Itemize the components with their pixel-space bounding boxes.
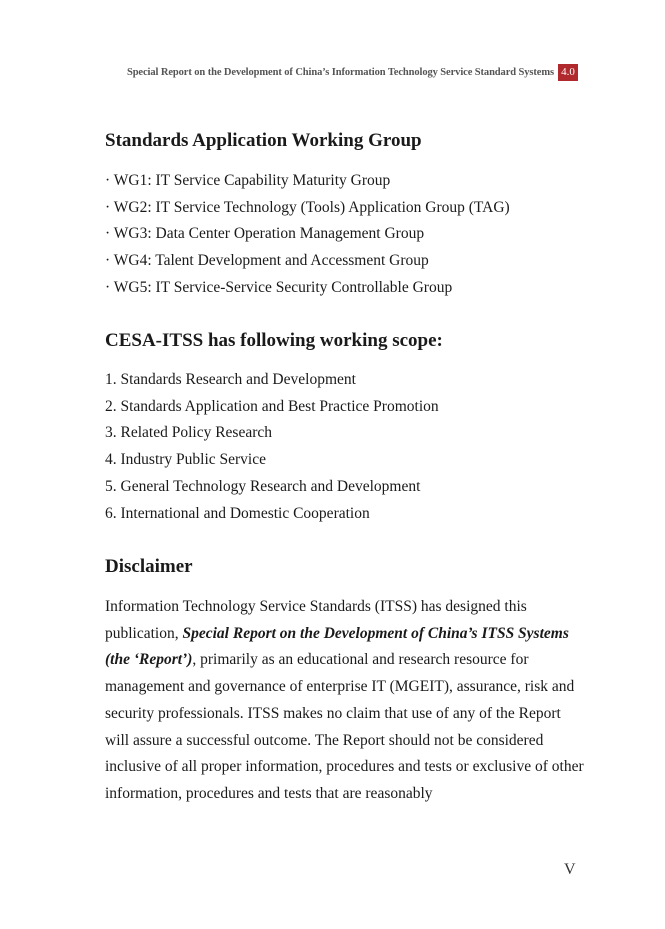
report-title: Special Report on the Development of China’s Information Technology Service Standard Systems: [126, 67, 554, 78]
working-group-heading: Standards Application Working Group: [105, 130, 422, 151]
list-item: · WG1: IT Service Capability Maturity Group: [105, 172, 391, 189]
disclaimer-text-start: Information Technology Service Standards (ITSS) has designed this publication,: [105, 598, 527, 642]
list-item: 2. Standards Application and Best Practice Promotion: [105, 397, 439, 415]
scope-heading: CESA-ITSS has following working scope:: [105, 330, 443, 351]
disclaimer-paragraph: [105, 594, 585, 808]
list-item: 3. Related Policy Research: [105, 424, 273, 442]
list-item: · WG3: Data Center Operation Management Group: [105, 225, 425, 243]
list-item: 4. Industry Public Service: [105, 451, 267, 469]
version-badge: 4.0: [558, 64, 578, 81]
list-item: 5. General Technology Research and Development: [105, 477, 421, 495]
disclaimer-text-end: , primarily as an educational and research resource for management and governance of enterprise IT (MGEIT), assurance, risk and security professionals. ITSS makes no claim that use of any of the Report will assure a successful outcome. The Report should not be considered inclusive of all proper information, procedures and tests or exclusive of other information, procedures and tests that are reasonably: [105, 651, 584, 802]
list-item: 6. International and Domestic Cooperation: [105, 504, 370, 522]
list-item: · WG4: Talent Development and Accessment Group: [105, 252, 429, 270]
page-header: [127, 64, 578, 81]
scope-list: [105, 367, 439, 527]
disclaimer-heading: Disclaimer: [105, 556, 193, 577]
page-number: V: [564, 861, 576, 878]
list-item: · WG5: IT Service-Service Security Controllable Group: [105, 278, 453, 296]
list-item: 1. Standards Research and Development: [105, 371, 356, 388]
working-group-list: [105, 168, 510, 302]
report-name-emphasis: Special Report on the Development of China’s ITSS Systems (the ‘Report’): [105, 624, 569, 669]
list-item: · WG2: IT Service Technology (Tools) Application Group (TAG): [105, 198, 510, 216]
